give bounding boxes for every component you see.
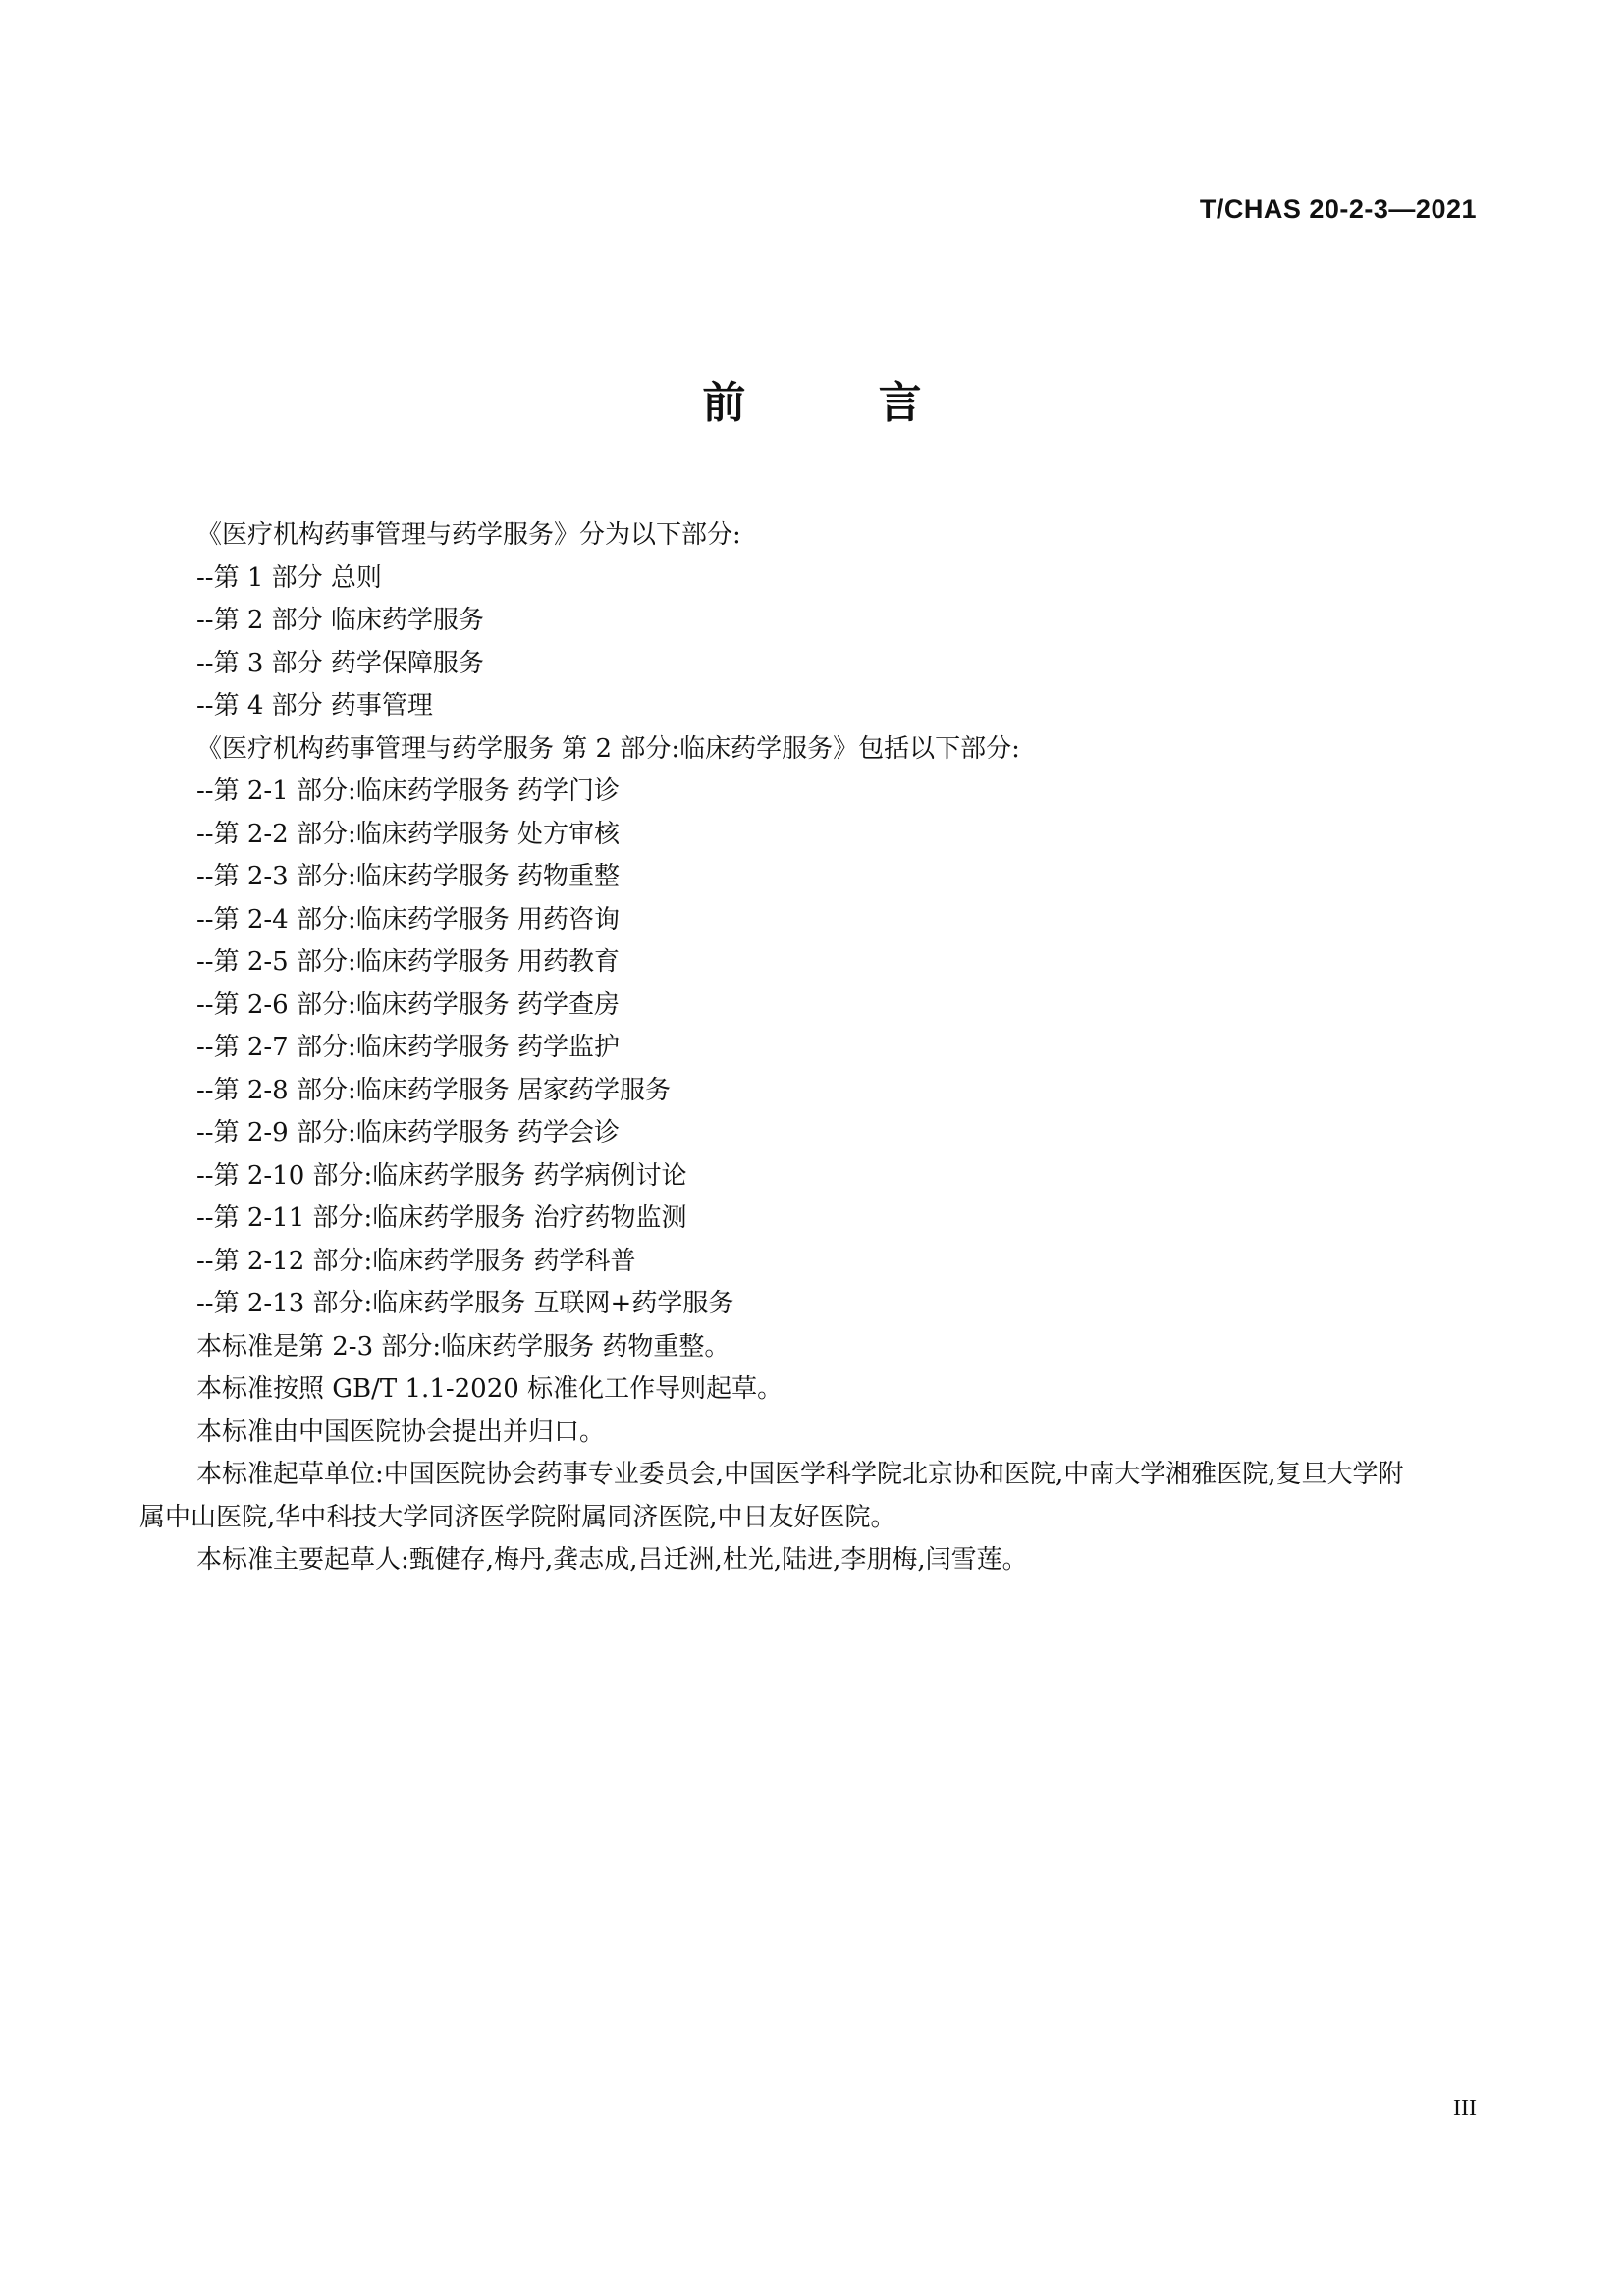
page-number: III — [1453, 2096, 1477, 2121]
part-list-item: --第 3 部分 药学保障服务 — [196, 648, 484, 678]
part-list-item: --第 4 部分 药事管理 — [196, 691, 433, 721]
document-code: T/CHAS 20-2-3—2021 — [1199, 194, 1477, 224]
subpart-list-item: --第 2-1 部分:临床药学服务 药学门诊 — [196, 776, 620, 806]
statement-line: 本标准是第 2-3 部分:临床药学服务 药物重整。 — [196, 1331, 731, 1362]
intro-line: 《医疗机构药事管理与药学服务》分为以下部分: — [196, 520, 741, 550]
foreword-body — [139, 514, 1473, 1582]
subpart-list-item: --第 2-10 部分:临床药学服务 药学病例讨论 — [196, 1160, 687, 1191]
drafters-line: 本标准主要起草人:甄健存,梅丹,龚志成,吕迁洲,杜光,陆进,李朋梅,闫雪莲。 — [196, 1545, 1028, 1575]
subpart-list-item: --第 2-3 部分:临床药学服务 药物重整 — [196, 862, 620, 891]
statement-line: 本标准按照 GB/T 1.1-2020 标准化工作导则起草。 — [196, 1374, 784, 1404]
intro-line: 《医疗机构药事管理与药学服务 第 2 部分:临床药学服务》包括以下部分: — [196, 733, 1020, 764]
subpart-list-item: --第 2-8 部分:临床药学服务 居家药学服务 — [196, 1075, 671, 1105]
subpart-list-item: --第 2-12 部分:临床药学服务 药学科普 — [196, 1246, 636, 1276]
subpart-list-item: --第 2-5 部分:临床药学服务 用药教育 — [196, 947, 620, 977]
subpart-list-item: --第 2-2 部分:临床药学服务 处方审核 — [196, 819, 620, 849]
page-title: 前 言 — [702, 378, 981, 428]
subpart-list-item: --第 2-9 部分:临床药学服务 药学会诊 — [196, 1118, 620, 1148]
part-list-item: --第 1 部分 总则 — [196, 562, 382, 593]
subpart-list-item: --第 2-4 部分:临床药学服务 用药咨询 — [196, 904, 620, 934]
drafting-units-paragraph: 本标准起草单位:中国医院协会药事专业委员会,中国医学科学院北京协和医院,中南大学湘雅医院,复旦大学附属中山医院,华中科技大学同济医学院附属同济医院,中日友好医院。 — [139, 1460, 1404, 1532]
statement-line: 本标准由中国医院协会提出并归口。 — [196, 1416, 606, 1447]
part-list-item: --第 2 部分 临床药学服务 — [196, 606, 484, 635]
subpart-list-item: --第 2-6 部分:临床药学服务 药学查房 — [196, 989, 620, 1020]
subpart-list-item: --第 2-11 部分:临床药学服务 治疗药物监测 — [196, 1203, 687, 1233]
subpart-list-item: --第 2-7 部分:临床药学服务 药学监护 — [196, 1033, 620, 1062]
subpart-list-item: --第 2-13 部分:临床药学服务 互联网+药学服务 — [196, 1289, 734, 1318]
